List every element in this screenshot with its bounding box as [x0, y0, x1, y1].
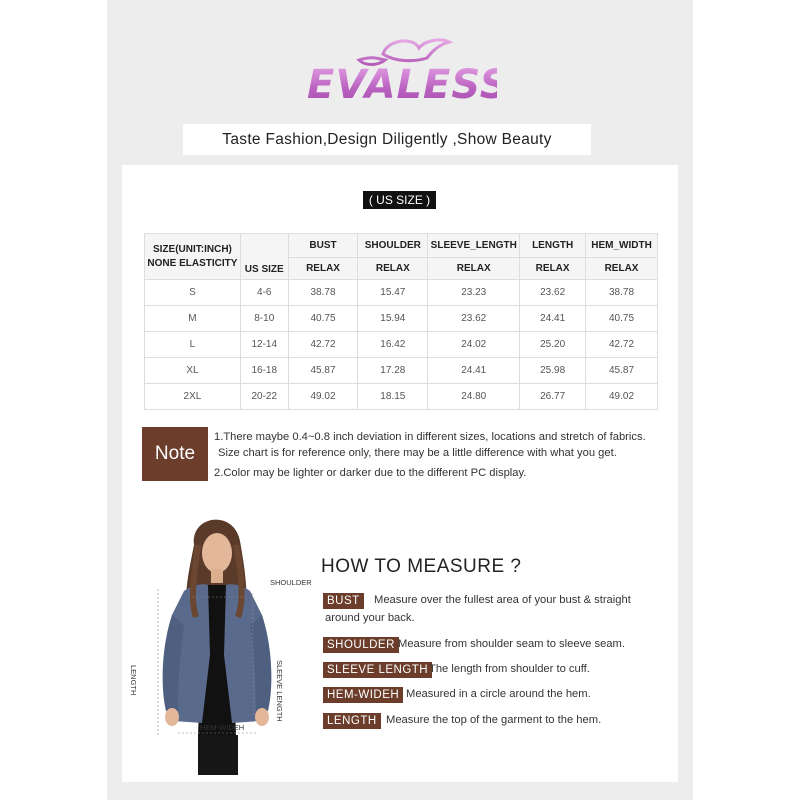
length-label: LENGTH — [129, 665, 138, 696]
value-cell: 26.77 — [520, 384, 586, 410]
model-figure — [129, 505, 322, 775]
value-cell: 45.87 — [586, 358, 658, 384]
us-cell: 16-18 — [240, 358, 288, 384]
value-cell: 18.15 — [358, 384, 428, 410]
brand-logo — [307, 32, 510, 112]
corner-label-line2: NONE ELASTICITY — [147, 257, 238, 269]
note-line-3: 2.Color may be lighter or darker due to the different PC display. — [214, 467, 527, 479]
measure-tag-shoulder: SHOULDER — [323, 637, 399, 653]
value-cell: 15.47 — [358, 280, 428, 306]
table-row — [145, 280, 658, 306]
value-cell: 40.75 — [288, 306, 358, 332]
value-cell: 49.02 — [288, 384, 358, 410]
column-header: HEM_WIDTH — [586, 234, 658, 258]
value-cell: 25.20 — [520, 332, 586, 358]
value-cell: 40.75 — [586, 306, 658, 332]
value-cell: 49.02 — [586, 384, 658, 410]
table-row — [145, 384, 658, 410]
table-row — [145, 306, 658, 332]
us-cell: 12-14 — [240, 332, 288, 358]
note-line-2: Size chart is for reference only, there may be a little difference with what you get. — [218, 447, 617, 459]
value-cell: 16.42 — [358, 332, 428, 358]
column-header: BUST — [288, 234, 358, 258]
us-cell: 4-6 — [240, 280, 288, 306]
slogan-bar: Taste Fashion,Design Diligently ,Show Beauty — [183, 124, 591, 155]
measure-desc-shoulder: Measure from shoulder seam to sleeve seam. — [398, 638, 625, 650]
hem-width-label: HEM-WIDEH — [200, 723, 245, 732]
us-cell: 20-22 — [240, 384, 288, 410]
us-size-badge: ( US SIZE ) — [363, 191, 436, 209]
value-cell: 45.87 — [288, 358, 358, 384]
measure-desc-hem-width: Measured in a circle around the hem. — [406, 688, 591, 700]
column-subheader: RELAX — [288, 258, 358, 280]
value-cell: 23.62 — [428, 306, 520, 332]
measure-tag-bust: BUST — [323, 593, 364, 609]
value-cell: 23.23 — [428, 280, 520, 306]
sleeve-length-label: SLEEVE LENGTH — [275, 660, 284, 722]
note-line-1: 1.There maybe 0.4~0.8 inch deviation in different sizes, locations and stretch of fabrics. — [214, 431, 646, 443]
shoulder-label: SHOULDER — [270, 578, 312, 587]
value-cell: 15.94 — [358, 306, 428, 332]
measure-tag-length: LENGTH — [323, 713, 381, 729]
value-cell: 24.02 — [428, 332, 520, 358]
us-size-header: US SIZE — [240, 234, 288, 280]
model-illustration — [132, 505, 322, 775]
size-cell: M — [145, 306, 241, 332]
measure-desc-sleeve-length: The length from shoulder to cuff. — [429, 663, 590, 675]
value-cell: 38.78 — [288, 280, 358, 306]
value-cell: 23.62 — [520, 280, 586, 306]
value-cell: 17.28 — [358, 358, 428, 384]
value-cell: 24.80 — [428, 384, 520, 410]
column-header: LENGTH — [520, 234, 586, 258]
us-cell: 8-10 — [240, 306, 288, 332]
column-subheader: RELAX — [358, 258, 428, 280]
corner-label — [145, 234, 241, 280]
column-subheader: RELAX — [586, 258, 658, 280]
logo-text: EVALESS — [307, 62, 510, 108]
size-cell: XL — [145, 358, 241, 384]
value-cell: 42.72 — [586, 332, 658, 358]
measure-tag-sleeve-length: SLEEVE LENGTH — [323, 662, 432, 678]
measure-desc-length: Measure the top of the garment to the hem. — [386, 714, 602, 726]
size-cell: 2XL — [145, 384, 241, 410]
table-row — [145, 358, 658, 384]
column-subheader: RELAX — [520, 258, 586, 280]
table-row — [145, 332, 658, 358]
corner-label-line1: SIZE(UNIT:INCH) — [152, 243, 232, 255]
value-cell: 42.72 — [288, 332, 358, 358]
size-chart-sheet — [107, 0, 693, 800]
how-to-measure-title: HOW TO MEASURE ? — [321, 556, 522, 577]
value-cell: 24.41 — [520, 306, 586, 332]
value-cell: 24.41 — [428, 358, 520, 384]
content-panel — [122, 165, 678, 782]
column-header: SLEEVE_LENGTH — [428, 234, 520, 258]
size-cell: S — [145, 280, 241, 306]
size-cell: L — [145, 332, 241, 358]
column-header: SHOULDER — [358, 234, 428, 258]
value-cell: 25.98 — [520, 358, 586, 384]
value-cell: 38.78 — [586, 280, 658, 306]
measure-desc-bust-cont: around your back. — [325, 612, 415, 624]
size-table — [144, 233, 658, 410]
table-header-row — [145, 234, 658, 258]
column-subheader: RELAX — [428, 258, 520, 280]
measure-tag-hem-width: HEM-WIDEH — [323, 687, 403, 703]
note-label: Note — [142, 427, 208, 481]
measure-desc-bust: Measure over the fullest area of your bust & straight — [374, 594, 631, 606]
